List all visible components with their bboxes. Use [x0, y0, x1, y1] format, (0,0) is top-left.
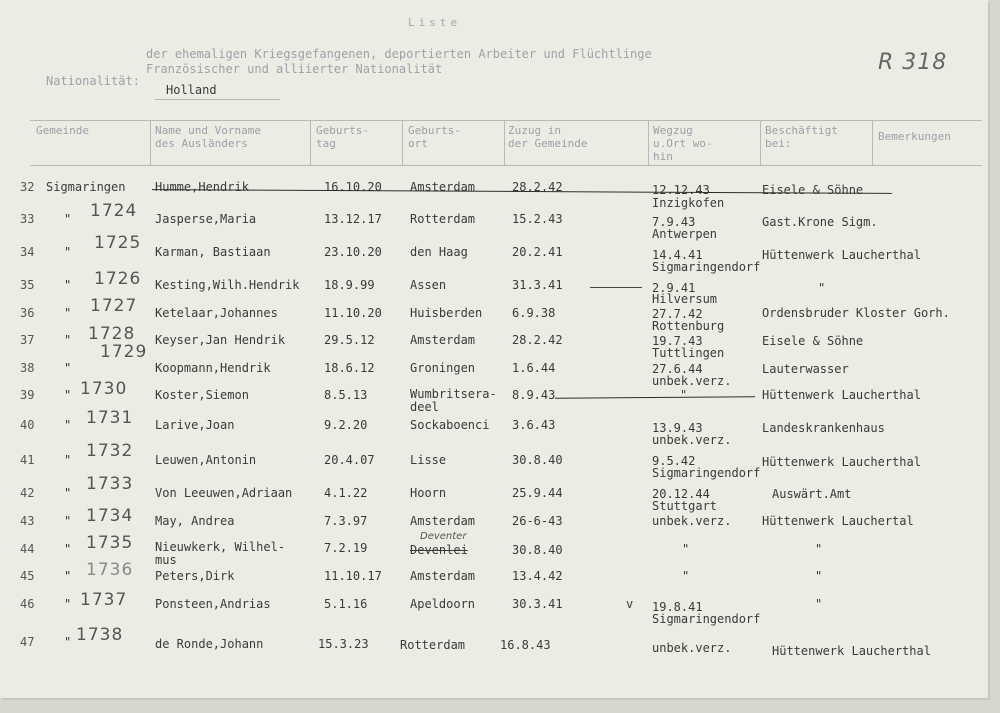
- col-header-geburtstag: Geburts- tag: [316, 124, 369, 150]
- row-birthdate: 18.9.99: [324, 278, 375, 292]
- row-wegzug: 7.9.43: [652, 215, 696, 229]
- row-number: 40: [20, 418, 35, 432]
- row-zuzug: 28.2.42: [512, 333, 563, 347]
- row-destination: Antwerpen: [652, 227, 718, 241]
- check-mark: v: [626, 597, 634, 611]
- row-birthplace: Amsterdam: [410, 333, 476, 347]
- row-zuzug: 30.3.41: [512, 597, 563, 611]
- row-wegzug: ": [682, 542, 690, 556]
- row-zuzug: 30.8.40: [512, 543, 563, 557]
- row-employer: Eisele & Söhne: [762, 334, 864, 348]
- col-divider: [150, 120, 151, 165]
- row-birthdate: 4.1.22: [324, 486, 368, 500]
- row-wegzug: 20.12.44: [652, 487, 710, 501]
- col-divider: [760, 120, 761, 165]
- row-gemeinde: ": [64, 212, 72, 226]
- row-birthplace: Groningen: [410, 361, 476, 375]
- row-wegzug: 9.5.42: [652, 454, 696, 468]
- row-wegzug: 27.6.44: [652, 362, 703, 376]
- row-number: 36: [20, 306, 35, 320]
- row-birthplace: Huisberden: [410, 306, 483, 320]
- row-birthdate: 5.1.16: [324, 597, 368, 611]
- row-birthplace: Sockaboenci: [410, 418, 490, 432]
- row-employer: Hüttenwerk Laucherthal: [762, 248, 921, 262]
- row-employer: Gast.Krone Sigm.: [762, 215, 878, 229]
- col-divider: [872, 120, 873, 165]
- row-handwritten-number: 1726: [94, 269, 142, 289]
- row-name: May, Andrea: [155, 514, 235, 528]
- nationality-label: Nationalität:: [46, 74, 140, 88]
- row-destination: Stuttgart: [652, 499, 718, 513]
- row-handwritten-number: 1729: [100, 342, 148, 362]
- row-birthplace: Devenlei: [410, 543, 468, 557]
- row-wegzug: 2.9.41: [652, 281, 696, 295]
- row-birthplace: Rotterdam: [410, 212, 476, 226]
- row-birthdate: 11.10.17: [324, 569, 382, 583]
- row-birthplace: Assen: [410, 278, 447, 292]
- connector-line: [590, 287, 642, 288]
- row-number: 47: [20, 635, 35, 649]
- row-name: Ponsteen,Andrias: [155, 597, 271, 611]
- col-header-gemeinde: Gemeinde: [36, 124, 89, 137]
- row-birthdate: 7.3.97: [324, 514, 368, 528]
- col-header-beschaeftigt: Beschäftigt bei:: [765, 124, 838, 150]
- row-birthdate: 7.2.19: [324, 541, 368, 555]
- row-zuzug: 3.6.43: [512, 418, 556, 432]
- row-handwritten-number: 1733: [86, 474, 134, 494]
- row-employer: Eisele & Söhne: [762, 183, 864, 197]
- row-zuzug: 31.3.41: [512, 278, 563, 292]
- row-name: Ketelaar,Johannes: [155, 306, 278, 320]
- col-header-zuzug: Zuzug in der Gemeinde: [508, 124, 588, 150]
- row-employer: Hüttenwerk Laucherthal: [762, 455, 921, 469]
- row-employer: ": [815, 569, 823, 583]
- row-zuzug: 1.6.44: [512, 361, 556, 375]
- row-gemeinde: ": [64, 635, 72, 649]
- row-birthplace: Amsterdam: [410, 180, 476, 194]
- col-header-geburtsort: Geburts- ort: [408, 124, 461, 150]
- row-name: Koopmann,Hendrik: [155, 361, 271, 375]
- list-title: Liste: [408, 16, 462, 29]
- row-wegzug: 27.7.42: [652, 307, 703, 321]
- row-employer: ": [815, 542, 823, 556]
- row-wegzug: 14.4.41: [652, 248, 703, 262]
- row-wegzug: 13.9.43: [652, 421, 703, 435]
- row-handwritten-number: 1737: [80, 590, 128, 610]
- connector-line: [555, 396, 755, 398]
- row-zuzug: 26-6-43: [512, 514, 563, 528]
- col-header-bemerkungen: Bemerkungen: [878, 130, 951, 143]
- row-number: 43: [20, 514, 35, 528]
- row-zuzug: 25.9.44: [512, 486, 563, 500]
- row-birthdate: 9.2.20: [324, 418, 368, 432]
- row-gemeinde: ": [64, 388, 72, 402]
- row-name: Keyser,Jan Hendrik: [155, 333, 286, 347]
- row-birthplace: Amsterdam: [410, 514, 476, 528]
- header-bottom-rule: [30, 165, 982, 166]
- row-wegzug: 12.12.43: [652, 183, 710, 197]
- row-wegzug: unbek.verz.: [652, 514, 732, 528]
- row-birthdate: 11.10.20: [324, 306, 382, 320]
- row-name: Peters,Dirk: [155, 569, 235, 583]
- row-birthplace: Lisse: [410, 453, 447, 467]
- row-number: 41: [20, 453, 35, 467]
- row-handwritten-number: 1725: [94, 233, 142, 253]
- row-wegzug: ": [680, 388, 688, 402]
- row-zuzug: 13.4.42: [512, 569, 563, 583]
- row-employer: Hüttenwerk Laucherthal: [772, 644, 931, 658]
- handwritten-correction: Deventer: [420, 531, 467, 542]
- row-number: 35: [20, 278, 35, 292]
- row-destination: Inzigkofen: [652, 196, 725, 210]
- row-name: Koster,Siemon: [155, 388, 249, 402]
- row-gemeinde: ": [64, 486, 72, 500]
- row-handwritten-number: 1734: [86, 506, 134, 526]
- row-handwritten-number: 1727: [90, 296, 138, 316]
- row-destination: Rottenburg: [652, 319, 725, 333]
- row-number: 44: [20, 542, 35, 556]
- header-line-2: Französischer und alliierter Nationalität: [146, 62, 443, 76]
- row-birthplace: Wumbritsera- deel: [410, 387, 497, 414]
- row-number: 39: [20, 388, 35, 402]
- row-gemeinde: ": [64, 542, 72, 556]
- row-employer: Hüttenwerk Lauchertal: [762, 514, 914, 528]
- row-birthplace: Hoorn: [410, 486, 447, 500]
- row-birthdate: 13.12.17: [324, 212, 382, 226]
- col-header-name: Name und Vorname des Ausländers: [155, 124, 261, 150]
- row-wegzug: 19.7.43: [652, 334, 703, 348]
- col-divider: [402, 120, 403, 165]
- row-gemeinde: ": [64, 418, 72, 432]
- row-name: Larive,Joan: [155, 418, 235, 432]
- row-gemeinde: ": [64, 306, 72, 320]
- row-zuzug: 15.2.43: [512, 212, 563, 226]
- row-gemeinde: ": [64, 333, 72, 347]
- row-employer: Lauterwasser: [762, 362, 849, 376]
- row-wegzug: ": [682, 569, 690, 583]
- nationality-value: Holland: [166, 83, 217, 97]
- row-number: 34: [20, 245, 35, 259]
- row-handwritten-number: 1724: [90, 201, 138, 221]
- row-handwritten-number: 1728: [88, 324, 136, 344]
- row-employer: Hüttenwerk Laucherthal: [762, 388, 921, 402]
- row-number: 38: [20, 361, 35, 375]
- row-employer: Ordensbruder Kloster Gorh.: [762, 306, 950, 320]
- row-name: Leuwen,Antonin: [155, 453, 257, 467]
- row-number: 42: [20, 486, 35, 500]
- row-employer: Landeskrankenhaus: [762, 421, 885, 435]
- row-zuzug: 30.8.40: [512, 453, 563, 467]
- row-birthdate: 15.3.23: [318, 637, 369, 651]
- row-destination: Sigmaringendorf: [652, 466, 761, 480]
- col-divider: [648, 120, 649, 165]
- row-number: 45: [20, 569, 35, 583]
- row-destination: unbek.verz.: [652, 433, 732, 447]
- row-name: Humme,Hendrik: [155, 180, 249, 194]
- row-gemeinde: ": [64, 597, 72, 611]
- row-zuzug: 20.2.41: [512, 245, 563, 259]
- row-destination: Hilversum: [652, 292, 718, 306]
- row-birthdate: 20.4.07: [324, 453, 375, 467]
- row-birthplace: Amsterdam: [410, 569, 476, 583]
- row-handwritten-number: 1732: [86, 441, 134, 461]
- row-gemeinde: ": [64, 453, 72, 467]
- row-handwritten-number: 1731: [86, 408, 134, 428]
- row-number: 32: [20, 180, 35, 194]
- row-birthplace: Rotterdam: [400, 638, 466, 652]
- row-zuzug: 28.2.42: [512, 180, 563, 194]
- header-line-1: der ehemaligen Kriegsgefangenen, deportierten Arbeiter und Flüchtlinge: [146, 47, 652, 61]
- row-name: Von Leeuwen,Adriaan: [155, 486, 293, 500]
- row-gemeinde: ": [64, 245, 72, 259]
- row-birthdate: 8.5.13: [324, 388, 368, 402]
- row-destination: Tuttlingen: [652, 346, 725, 360]
- row-zuzug: 16.8.43: [500, 638, 551, 652]
- row-wegzug: unbek.verz.: [652, 641, 732, 655]
- row-number: 37: [20, 333, 35, 347]
- row-destination: unbek.verz.: [652, 374, 732, 388]
- row-employer: ": [818, 281, 826, 295]
- row-gemeinde: Sigmaringen: [46, 180, 126, 194]
- row-birthdate: 23.10.20: [324, 245, 382, 259]
- row-wegzug: 19.8.41: [652, 600, 703, 614]
- row-zuzug: 8.9.43: [512, 388, 556, 402]
- row-name: Nieuwkerk, Wilhel- mus: [155, 540, 286, 567]
- row-name: de Ronde,Johann: [155, 637, 264, 651]
- row-handwritten-number: 1736: [86, 560, 134, 580]
- col-divider: [504, 120, 505, 165]
- row-gemeinde: ": [64, 514, 72, 528]
- row-handwritten-number: 1730: [80, 379, 128, 399]
- row-gemeinde: ": [64, 361, 72, 375]
- row-birthplace: Apeldoorn: [410, 597, 476, 611]
- row-birthdate: 18.6.12: [324, 361, 375, 375]
- header-top-rule: [30, 120, 982, 121]
- row-number: 46: [20, 597, 35, 611]
- nationality-underline: [155, 99, 280, 100]
- row-birthdate: 29.5.12: [324, 333, 375, 347]
- row-zuzug: 6.9.38: [512, 306, 556, 320]
- row-employer: ": [815, 597, 823, 611]
- row-birthdate: 16.10.20: [324, 180, 382, 194]
- row-handwritten-number: 1735: [86, 533, 134, 553]
- row-gemeinde: ": [64, 278, 72, 292]
- row-handwritten-number: 1738: [76, 625, 124, 645]
- col-divider: [310, 120, 311, 165]
- col-header-wegzug: Wegzug u.Ort wo- hin: [653, 124, 713, 163]
- row-destination: Sigmaringendorf: [652, 260, 761, 274]
- row-name: Karman, Bastiaan: [155, 245, 271, 259]
- row-employer: Auswärt.Amt: [772, 487, 852, 501]
- row-birthplace: den Haag: [410, 245, 468, 259]
- row-gemeinde: ": [64, 569, 72, 583]
- archive-mark: R 318: [878, 50, 948, 75]
- row-name: Kesting,Wilh.Hendrik: [155, 278, 300, 292]
- row-number: 33: [20, 212, 35, 226]
- row-name: Jasperse,Maria: [155, 212, 257, 226]
- row-destination: Sigmaringendorf: [652, 612, 761, 626]
